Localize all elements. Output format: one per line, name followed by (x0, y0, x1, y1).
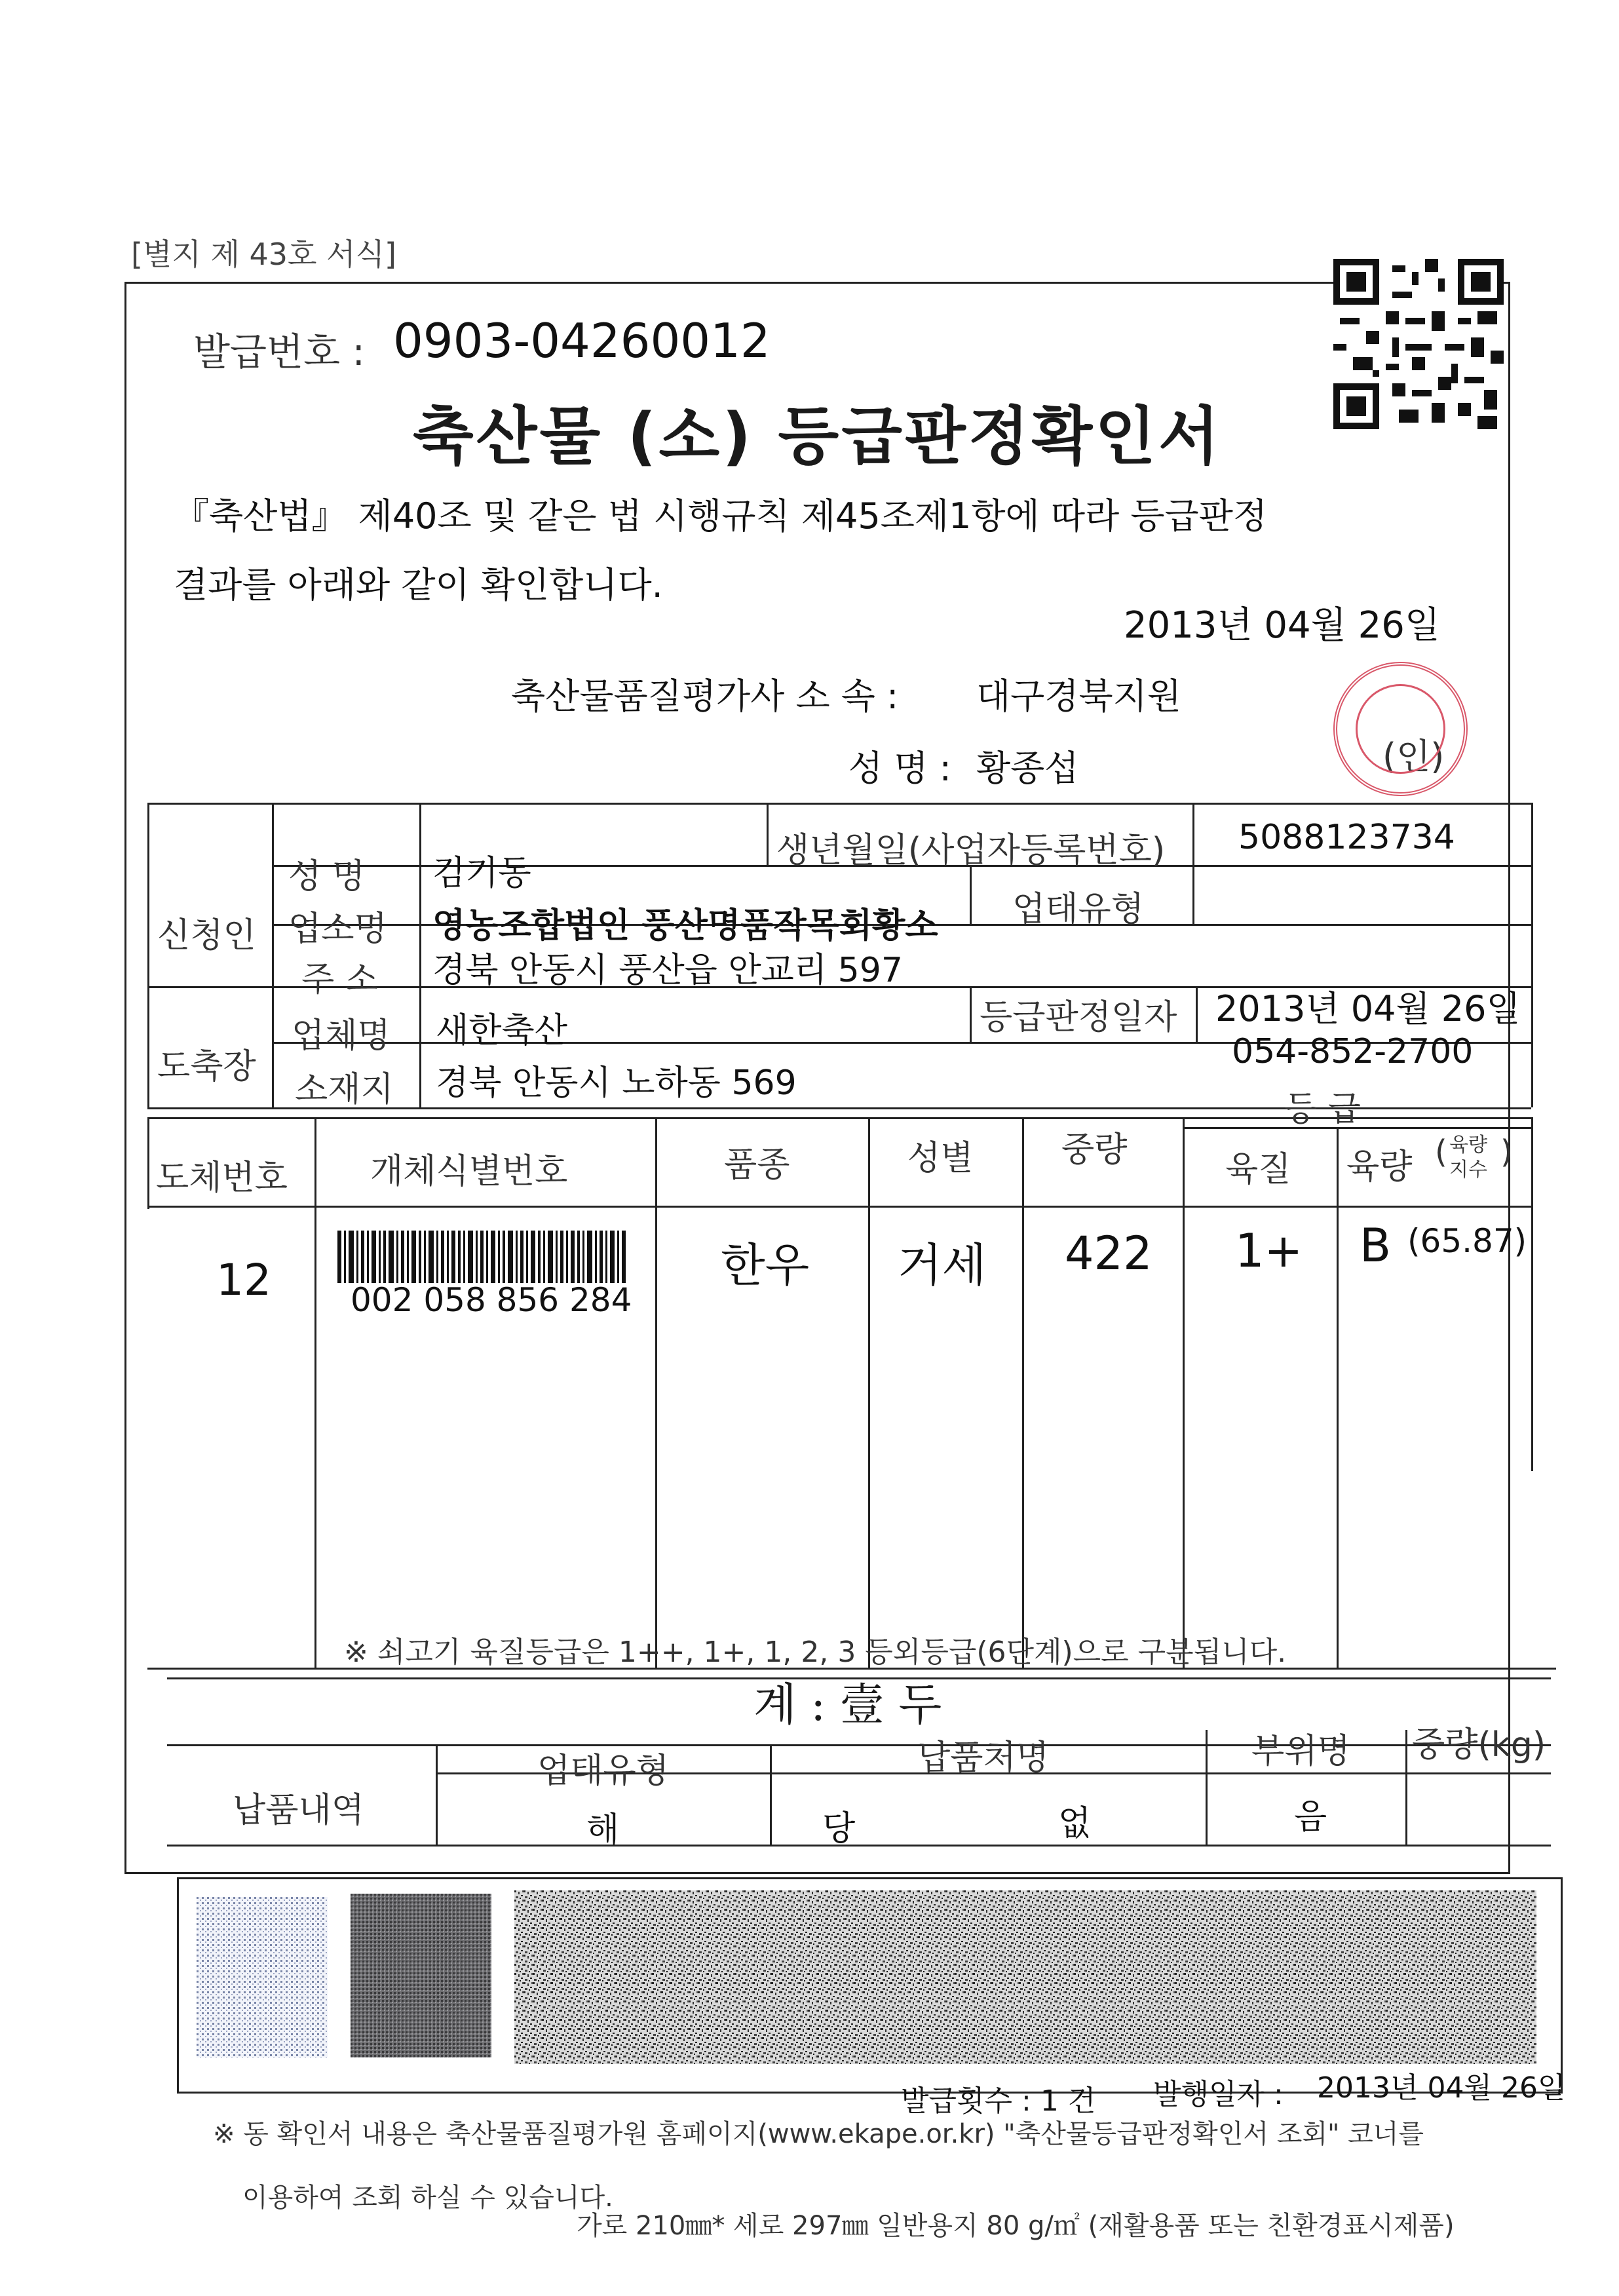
divider (1531, 803, 1533, 1107)
delivery-part: 음 (1294, 1797, 1327, 1837)
divider (147, 1117, 149, 1209)
footer-notice-line-1: ※ 동 확인서 내용은 축산물품질평가원 홈페이지(www.ekape.or.kr) "축산물등급판정확인서 조회" 코너를 (213, 2119, 1424, 2149)
seal-mark: (인) (1382, 736, 1445, 777)
divider (1183, 1117, 1185, 1668)
delivery-destination-left: 당 (822, 1809, 856, 1848)
divider (970, 865, 972, 924)
footer-issue-date: 2013년 04월 26일 (1317, 2071, 1566, 2105)
security-pattern-icon (351, 1894, 491, 2057)
divider (167, 1845, 1551, 1846)
delivery-section-label: 납품내역 (233, 1791, 364, 1830)
issue-number: 0903-04260012 (393, 313, 771, 368)
evaluator-affiliation-label: 축산물품질평가사 소 속 : (511, 676, 899, 717)
encrypted-data-pattern-icon (514, 1890, 1536, 2064)
divider (1192, 803, 1194, 924)
divider (1022, 1117, 1024, 1668)
cell-id-no: 002 058 856 284 (351, 1281, 632, 1319)
delivery-col-weight: 중량(kg) (1412, 1725, 1546, 1765)
col-carcass-no: 도체번호 (156, 1158, 288, 1198)
divider (868, 1117, 870, 1668)
evaluator-name-label: 성 명 : (848, 748, 951, 789)
issue-count: 발급횟수 : 1 건 (901, 2084, 1096, 2118)
col-sex: 성별 (907, 1139, 974, 1178)
address-value: 경북 안동시 풍산읍 안교리 597 (432, 951, 903, 990)
issue-number-label: 발급번호 : (193, 330, 366, 374)
location-value: 경북 안동시 노하동 569 (436, 1063, 797, 1103)
divider (1196, 986, 1198, 1042)
intro-line-1: 『축산법』 제40조 및 같은 법 시행규칙 제45조제1항에 따라 등급판정 (174, 495, 1268, 537)
delivery-col-part: 부위명 (1251, 1732, 1350, 1771)
col-yield-index-bottom: 지수 (1449, 1158, 1487, 1181)
birth-value: 5088123734 (1238, 818, 1455, 857)
col-breed: 품종 (724, 1145, 790, 1185)
intro-line-2: 결과를 아래와 같이 확인합니다. (174, 564, 663, 605)
col-yield-paren-close: ) (1500, 1134, 1513, 1170)
divider (272, 803, 274, 1107)
applicant-section-label: 신청인 (157, 916, 256, 955)
divider (419, 803, 421, 1107)
divider (770, 1744, 772, 1845)
business-name: 영농조합법인 풍산명품작목회황소 (432, 906, 938, 946)
col-meat-yield: 육량 (1346, 1147, 1413, 1187)
divider (314, 1117, 316, 1668)
form-label: [별지 제 43호 서식] (131, 237, 396, 272)
divider (1531, 1117, 1533, 1471)
divider (655, 1117, 657, 1668)
evaluator-name: 황종섭 (976, 748, 1079, 789)
issue-date: 2013년 04월 26일 (1124, 604, 1440, 647)
evaluator-affiliation: 대구경북지원 (976, 676, 1181, 717)
cell-meat-yield: B (1360, 1219, 1392, 1272)
barcode-icon (337, 1231, 632, 1283)
divider (1405, 1730, 1407, 1845)
cell-weight: 422 (1065, 1227, 1152, 1280)
footer-notice-line-2: 이용하여 조회 하실 수 있습니다. (242, 2183, 613, 2213)
total-count: 계 : 壹 두 (753, 1679, 942, 1731)
cell-sex: 거세 (898, 1238, 987, 1292)
divider (147, 1206, 1531, 1208)
location-label: 소재지 (295, 1070, 394, 1109)
cell-carcass-no: 12 (216, 1255, 271, 1305)
biztype-label: 업태유형 (1012, 890, 1144, 929)
applicant-name-label: 성 명 (288, 857, 365, 896)
address-label: 주 소 (301, 960, 378, 999)
grading-date-label: 등급판정일자 (980, 998, 1177, 1037)
grading-date: 2013년 04월 26일 (1215, 988, 1521, 1029)
cell-breed: 한우 (721, 1238, 810, 1292)
document-title: 축산물 (소) 등급판정확인서 (413, 400, 1222, 473)
delivery-destination-right: 없 (1058, 1804, 1092, 1843)
col-yield-paren-open: ( (1435, 1134, 1447, 1170)
company-label: 업체명 (292, 1016, 390, 1056)
col-yield-index-top: 육량 (1449, 1134, 1487, 1157)
divider (436, 1744, 438, 1845)
official-seal-icon (1333, 662, 1468, 796)
paper-spec: 가로 210㎜* 세로 297㎜ 일반용지 80 g/㎡ (재활용품 또는 친환경표시제품) (577, 2211, 1455, 2241)
divider (1206, 1730, 1208, 1845)
delivery-col-biztype: 업태유형 (537, 1751, 669, 1791)
col-id-no: 개체식별번호 (370, 1152, 568, 1191)
divider (970, 986, 972, 1042)
footer-issue-date-label: 발행일자 : (1153, 2078, 1284, 2111)
security-pattern-icon (197, 1897, 328, 2057)
grade-note: ※ 쇠고기 육질등급은 1++, 1+, 1, 2, 3 등외등급(6단계)으로 구분됩니다. (344, 1636, 1287, 1669)
divider (767, 803, 769, 865)
business-label: 업소명 (288, 909, 387, 949)
delivery-col-destination: 납품처명 (917, 1738, 1049, 1778)
cell-yield-index: (65.87) (1407, 1222, 1527, 1260)
qr-code (1333, 259, 1504, 429)
cell-meat-quality: 1+ (1235, 1224, 1303, 1278)
divider (1337, 1127, 1339, 1668)
col-meat-quality: 육질 (1225, 1150, 1291, 1189)
divider (147, 803, 1531, 805)
phone-value: 054-852-2700 (1232, 1032, 1474, 1071)
slaughterhouse-section-label: 도축장 (157, 1047, 256, 1086)
delivery-biztype: 해 (586, 1810, 620, 1850)
company-name: 새한축산 (436, 1011, 567, 1050)
divider (147, 803, 149, 1107)
col-grade: 등 급 (1284, 1090, 1361, 1129)
applicant-name: 김기동 (432, 854, 531, 893)
col-weight: 중량 (1061, 1130, 1128, 1170)
birth-label: 생년월일(사업자등록번호) (776, 831, 1166, 870)
